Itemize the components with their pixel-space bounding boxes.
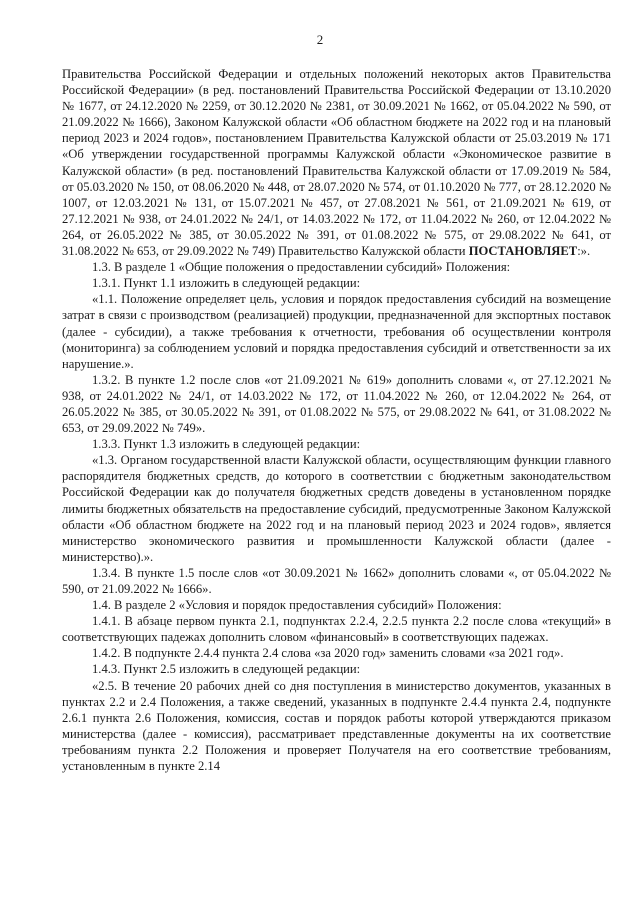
paragraph: 1.3.4. В пункте 1.5 после слов «от 30.09.2021 № 1662» дополнить словами «, от 05.04.2022 № 590, от 21.09.2022 № 1666».: [62, 565, 611, 596]
page-number: 2: [316, 32, 324, 47]
paragraph: 1.4.1. В абзаце первом пункта 2.1, подпунктах 2.2.4, 2.2.5 пункта 2.2 после слова «текущий» в соответствующих падежах дополнить словом «финансовый» в соответствующих падежах.: [62, 614, 611, 645]
paragraph: «1.3. Органом государственной власти Калужской области, осуществляющим функции главного распорядителя бюджетных средств, до которого в соответствии с бюджетным законодательством Российской Федерации как до получателя бюджетных средств доведены в установленном порядке лимиты бюджетных обязательств на предоставление субсидий, предусмотренные Законом Калужской области «Об областном бюджете на 2022 год и на плановый период 2023 и 2024 годов», является министерство экономического развития и промышленности Калужской области (далее - министерство).».: [62, 453, 611, 564]
paragraph: 1.3.1. Пункт 1.1 изложить в следующей редакции:: [92, 276, 361, 291]
paragraph-text: Правительства Российской Федерации и отдельных положений некоторых актов Правительства Российской Федерации» (в ред. постановлений Правительства Российской Федерации от 13.10.2020 № 1677, от 24.12.2020 № 2259, от 30.12.2020 № 2381, от 30.09.2021 № 1662, от 05.04.2022 № 590, от 21.09.2022 № 1666), Законом Калужской области «Об областном бюджете на 2022 год и на плановый период 2023 и 2024 годов», постановлением Правительства Калужской области от 25.03.2019 № 171 «Об утверждении государственной программы Калужской области «Экономическое развитие в Калужской области» (в ред. постановлений Правительства Калужской области от 17.09.2019 № 584, от 05.03.2020 № 150, от 08.06.2020 № 448, от 28.07.2020 № 574, от 01.10.2020 № 777, от 28.12.2020 № 1007, от 12.03.2021 № 131, от 15.07.2021 № 457, от 27.08.2021 № 561, от 21.09.2021 № 619, от 27.12.2021 № 938, от 24.01.2022 № 24/1, от 14.03.2022 № 172, от 11.04.2022 № 260, от 12.04.2022 № 264, от 26.05.2022 № 385, от 30.05.2022 № 391, от 01.08.2022 № 575, от 29.08.2022 № 641, от 31.08.2022 № 653, от 29.09.2022 № 749) Правительство Калужской области: [62, 67, 611, 259]
paragraph: «1.1. Положение определяет цель, условия и порядок предоставления субсидий на возмещение затрат в связи с производством (реализацией) продукции, предназначенной для экспортных поставок (далее - субсидии), а также требования к отчетности, требования об осуществлении контроля (мониторинга) за соблюдением условий и порядка предоставления субсидий и ответственности за их нарушение.».: [62, 292, 611, 371]
paragraph: 1.4.2. В подпункте 2.4.4 пункта 2.4 слова «за 2020 год» заменить словами «за 2021 год».: [92, 646, 564, 661]
paragraph: 1.4.3. Пункт 2.5 изложить в следующей редакции:: [92, 662, 361, 677]
paragraph: 1.3. В разделе 1 «Общие положения о предоставлении субсидий» Положения:: [92, 260, 511, 275]
paragraph: 1.3.3. Пункт 1.3 изложить в следующей редакции:: [92, 437, 361, 452]
paragraph-tail: :».: [577, 244, 591, 259]
document-body: [62, 66, 611, 774]
resolves-keyword: ПОСТАНОВЛЯЕТ: [468, 244, 578, 259]
paragraph: 1.4. В разделе 2 «Условия и порядок предоставления субсидий» Положения:: [92, 598, 502, 613]
paragraph-continuation: [62, 66, 611, 259]
paragraph: 1.3.2. В пункте 1.2 после слов «от 21.09.2021 № 619» дополнить словами «, от 27.12.2021 № 938, от 24.01.2022 № 24/1, от 14.03.2022 № 172, от 11.04.2022 № 260, от 12.04.2022 № 264, от 26.05.2022 № 385, от 30.05.2022 № 391, от 01.08.2022 № 575, от 29.08.2022 № 641, от 31.08.2022 № 653, от 29.09.2022 № 749».: [62, 372, 611, 436]
paragraph: «2.5. В течение 20 рабочих дней со дня поступления в министерство документов, указанных в пунктах 2.2 и 2.4 Положения, а также сведений, указанных в подпункте 2.4.4 пункта 2.4, подпункте 2.6.1 пункта 2.6 Положения, комиссия, состав и порядок работы которой утверждаются приказом министерства (далее - комиссия), рассматривает представленные документы на их соответствие требованиям пункта 2.2 Положения и проверяет Получателя на его соответствие требованиям, установленным в пункте 2.14: [62, 678, 611, 774]
